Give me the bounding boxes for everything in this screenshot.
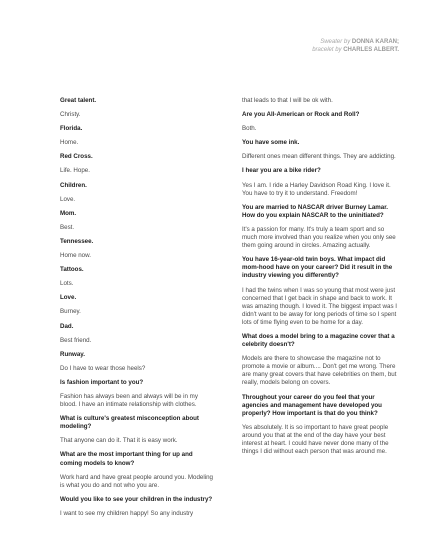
photo-credits (312, 38, 399, 54)
interview-question: Would you like to see your children in the industry? (60, 495, 213, 503)
interview-question: Great talent. (60, 97, 97, 104)
interview-answer: I want to see my children happy! So any industry (60, 509, 194, 517)
credit-designer: DONNA KARAN; (351, 39, 399, 45)
credit-label: bracelet by (312, 47, 344, 53)
interview-question: You have 16-year-old twin boys. What impact did mom-hood have on your career? Did it result in the industry viewing you differently? (242, 256, 393, 280)
interview-answer: Life. Hope. (60, 167, 90, 175)
interview-question: Are you All-American or Rock and Roll? (242, 111, 360, 119)
interview-answer: Home. (60, 139, 79, 147)
interview-answer: Work hard and have great people around you. Modeling is what you do and not who you are. (60, 473, 213, 489)
interview-question: Tattoos. (60, 266, 84, 274)
interview-question: Runway. (60, 350, 85, 358)
interview-question: I hear you are a bike rider? (242, 167, 321, 175)
interview-question: What is culture's greatest misconception about modeling? (60, 415, 199, 431)
interview-question: You have some ink. (242, 139, 300, 147)
interview-answer: Lots. (60, 280, 74, 288)
interview-question: Mom. (60, 209, 77, 217)
interview-question: Red Cross. (60, 153, 93, 161)
interview-question: What are the most important thing for up and coming models to know? (60, 451, 193, 467)
interview-answer: Both. (242, 125, 257, 133)
interview-answer: Burney. (60, 308, 81, 316)
interview-answer: Different ones mean different things. They are addicting. (242, 153, 396, 161)
interview-question: Children. (60, 181, 87, 189)
interview-answer: Fashion has always been and always will be in my blood. I have an intimate relationship with clothes. (60, 392, 198, 409)
interview-question: Dad. (60, 322, 74, 330)
credit-label: Sweater by (320, 39, 352, 45)
interview-answer: Yes I am. I ride a Harley Davidson Road King. I love it. You have to try it to understand. Freedom! (242, 181, 391, 197)
interview-answer: that leads to that I will be ok with. (242, 97, 333, 104)
interview-answer: Love. (60, 195, 76, 203)
credit-line-sweater (312, 38, 399, 46)
interview-column-right (242, 97, 400, 462)
interview-answer: Do I have to wear those heels? (60, 364, 146, 372)
interview-answer: That anyone can do it. That it is easy work. (60, 437, 178, 445)
interview-question: Is fashion important to you? (60, 378, 144, 386)
interview-question: Love. (60, 294, 77, 302)
interview-answer: Christy. (60, 111, 81, 119)
interview-answer: Best friend. (60, 336, 92, 344)
interview-question: Throughout your career do you feel that your agencies and management have developed you properly? How important is that do you think? (242, 393, 382, 417)
interview-answer: It's a passion for many. It's truly a team sport and so much more involved than you realize when you only see them going around in circles. Amazing actually. (242, 225, 396, 250)
interview-question: You are married to NASCAR driver Burney Lamar. How do you explain NASCAR to the uninitiated? (242, 203, 389, 219)
credit-designer: CHARLES ALBERT. (343, 47, 399, 53)
interview-answer: Best. (60, 223, 75, 231)
interview-question: Tennessee. (60, 237, 94, 245)
interview-answer: I had the twins when I was so young that most were just concerned that I get back in shape and back to work. It was amazing though. I loved it. The biggest impact was I didn't want to be away for long periods of time so I spent lots of time flying even to be home for a day. (242, 286, 397, 326)
interview-question: Florida. (60, 125, 83, 133)
credit-line-bracelet (312, 46, 399, 54)
interview-column-left (60, 97, 216, 524)
interview-answer: Models are there to showcase the magazine not to promote a movie or album.... Don't get me wrong. There are many great covers that have celebrities on them, but really, models belong on covers. (242, 355, 397, 387)
interview-answer: Yes absolutely. It is so important to have great people around you that at the end of the day have your best interest at heart. I could have never done many of the things I did without each person that was around me. (242, 423, 389, 456)
interview-answer: Home now. (60, 252, 91, 260)
interview-question: What does a model bring to a magazine cover that a celebrity doesn't? (242, 332, 395, 349)
